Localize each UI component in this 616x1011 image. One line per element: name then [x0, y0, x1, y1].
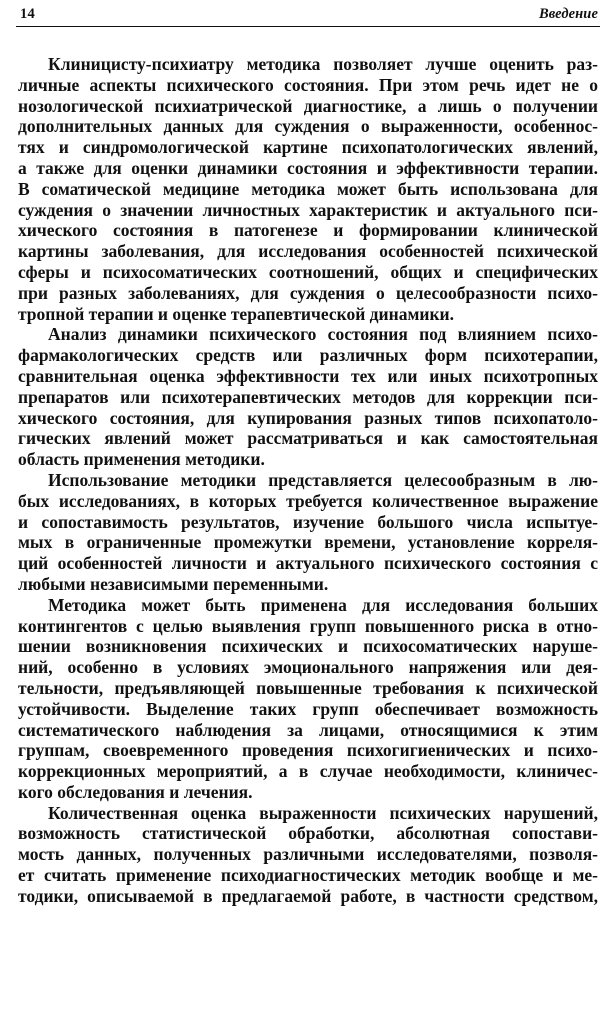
text-line: устойчивости. Выделение таких групп обеспечивает возможность: [18, 698, 598, 719]
text-line: тодики, описываемой в предлагаемой работе, в частности средством,: [18, 885, 598, 906]
text-line: картины заболевания, для исследования особенностей психической: [18, 241, 598, 262]
text-line: сравнительная оценка эффективности тех или иных психотропных: [18, 365, 598, 386]
paragraph-3: [18, 470, 598, 595]
text-line: группам, своевременного проведения психогигиенических и психо-: [18, 740, 598, 761]
text-line: ций особенностей личности и актуального психического состояния с: [18, 553, 598, 574]
text-line: В соматической медицине методика может быть использована для: [18, 178, 598, 199]
text-line: любыми независимыми переменными.: [18, 573, 329, 594]
text-line: Методика может быть применена для исследования больших: [48, 594, 598, 615]
text-line: мых в ограниченные промежутки времени, установление корреля-: [18, 532, 598, 553]
text-line: возможность статистической обработки, абсолютная сопостави-: [18, 823, 598, 844]
text-line: препаратов или психотерапевтических методов для коррекции пси-: [18, 386, 598, 407]
body-text: [18, 54, 598, 907]
text-line: коррекционных мероприятий, а в случае необходимости, клиничес-: [18, 761, 598, 782]
paragraph-1: [18, 54, 598, 324]
text-line: сферы и психосоматических соотношений, общих и специфических: [18, 261, 598, 282]
paragraph-4: [18, 595, 598, 803]
text-line: ет считать применение психодиагностических методик вообще и ме-: [18, 865, 598, 886]
text-line: фармакологических средств или различных форм психотерапии,: [18, 345, 598, 366]
running-header: [16, 4, 600, 27]
paragraph-2: [18, 324, 598, 470]
text-line: суждения о значении личностных характеристик и актуального пси-: [18, 199, 598, 220]
text-line: гических явлений может рассматриваться и как самостоятельная: [18, 428, 598, 449]
text-line: дополнительных данных для суждения о выраженности, особеннос-: [18, 116, 598, 137]
text-line: ний, особенно в условиях эмоционального напряжения или дея-: [18, 657, 598, 678]
text-line: мость данных, полученных различными исследователями, позволя-: [18, 844, 598, 865]
text-line: при разных заболеваниях, для суждения о целесообразности психо-: [18, 282, 598, 303]
text-line: контингентов с целью выявления групп повышенного риска в отно-: [18, 615, 598, 636]
text-line: Использование методики представляется целесообразным в лю-: [48, 469, 598, 490]
text-line: систематического наблюдения за лицами, относящимися к этим: [18, 719, 598, 740]
text-line: Количественная оценка выраженности психических нарушений,: [48, 802, 598, 823]
text-line: нозологической психиатрической диагностике, а лишь о получении: [18, 95, 598, 116]
text-line: хического состояния в патогенезе и формировании клинической: [18, 220, 598, 241]
text-line: кого обследования и лечения.: [18, 781, 253, 802]
text-line: тропной терапии и оценке терапевтической динамики.: [18, 303, 454, 324]
page-number: 14: [20, 6, 35, 22]
text-line: бых исследованиях, в которых требуется количественное выражение: [18, 490, 598, 511]
section-title: Введение: [538, 6, 598, 22]
text-line: тельности, предъявляющей повышенные требования к психической: [18, 677, 598, 698]
text-line: хического состояния, для купирования разных типов психопатоло-: [18, 407, 598, 428]
text-line: шении возникновения психических и психосоматических наруше-: [18, 636, 598, 657]
paragraph-5: [18, 803, 598, 907]
text-line: Клиницисту-психиатру методика позволяет лучше оценить раз-: [48, 54, 598, 74]
text-line: личные аспекты психического состояния. При этом речь идет не о: [18, 74, 598, 95]
text-line: тях и синдромологической картине психопатологических явлений,: [18, 137, 598, 158]
text-line: Анализ динамики психического состояния под влиянием психо-: [48, 324, 598, 345]
text-line: и сопоставимость результатов, изучение большого числа испытуе-: [18, 511, 598, 532]
text-line: область применения методики.: [18, 449, 265, 470]
text-line: а также для оценки динамики состояния и эффективности терапии.: [18, 157, 598, 178]
